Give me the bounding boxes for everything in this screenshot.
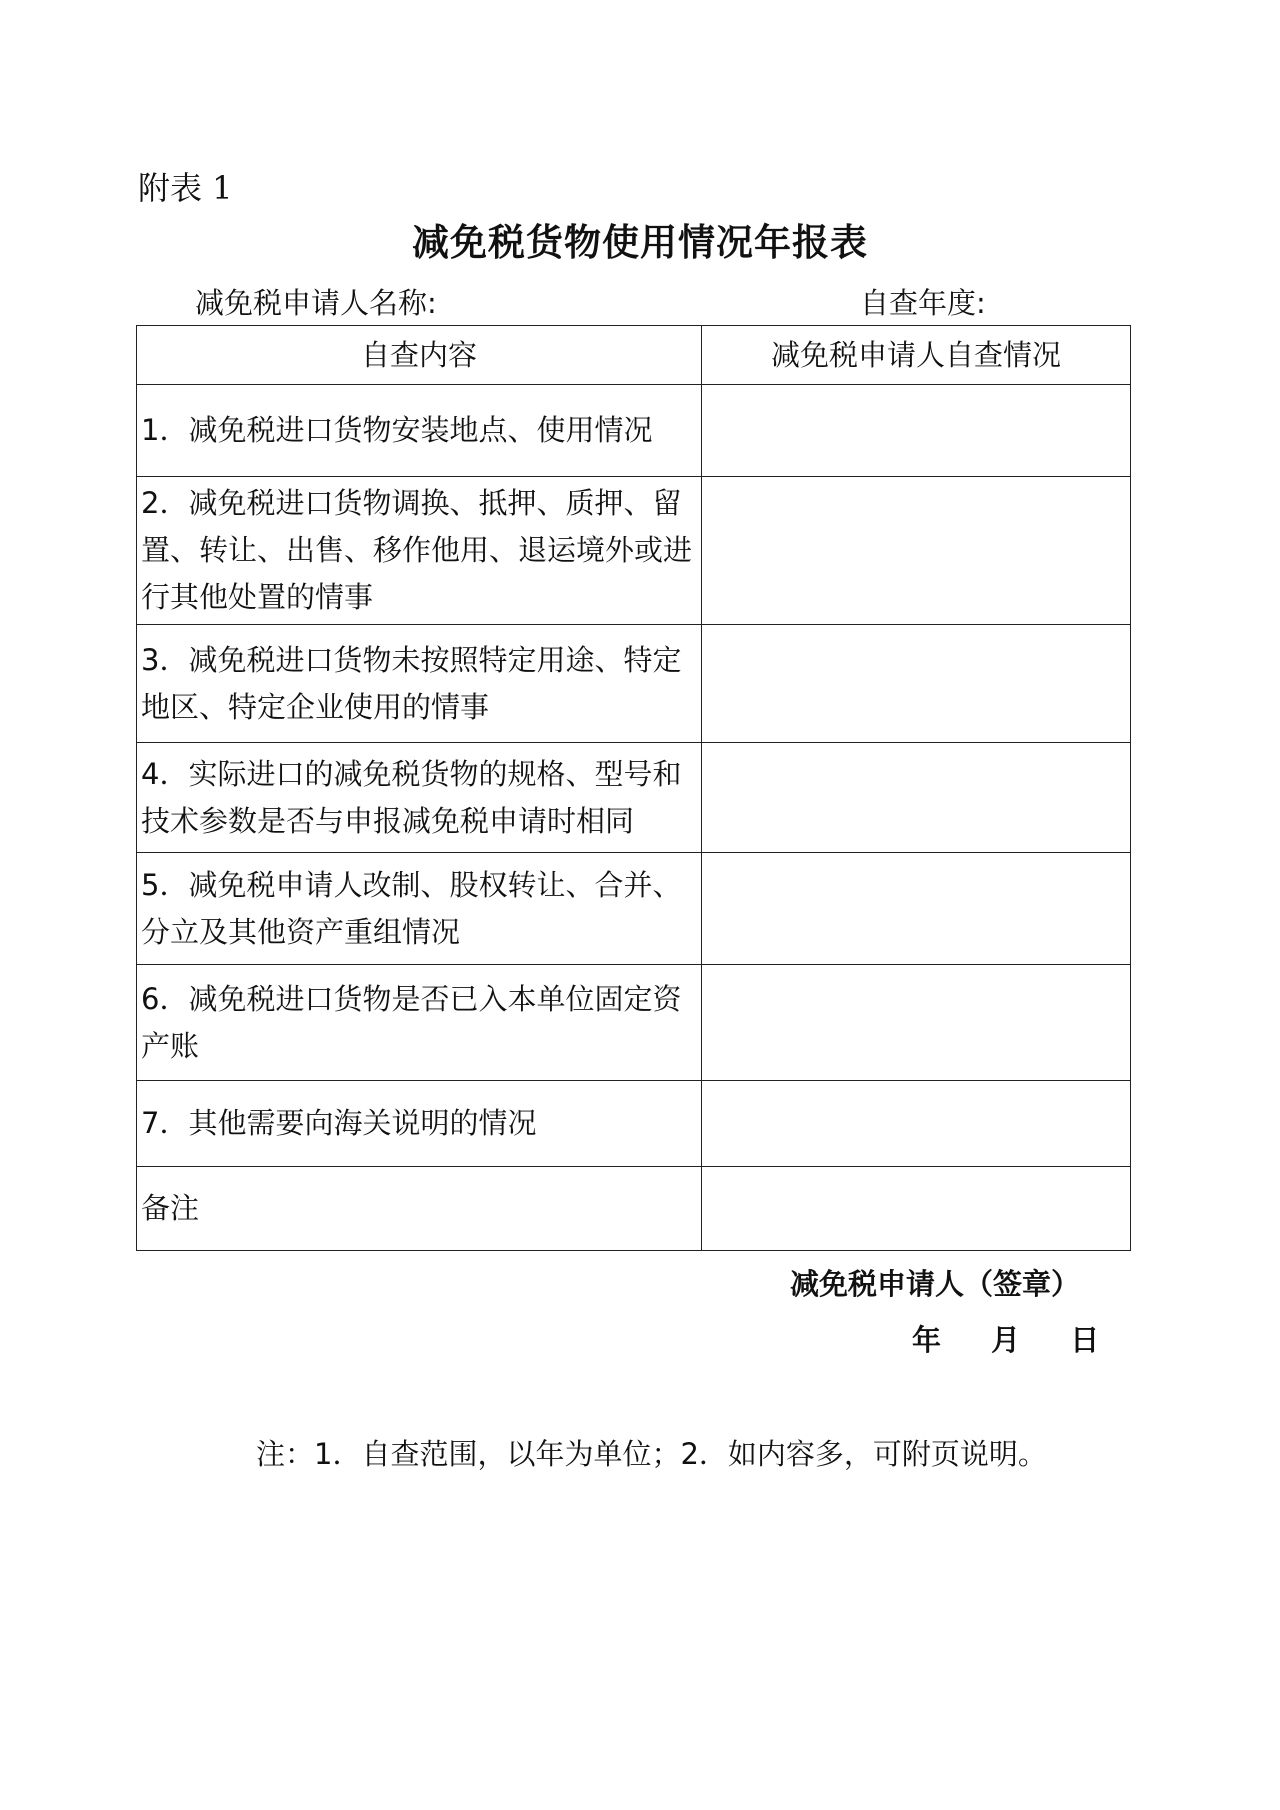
table-row [137, 1081, 1131, 1167]
row-answer-1[interactable] [702, 385, 1131, 477]
annex-label: 附表 1 [138, 169, 233, 207]
table-row [137, 965, 1131, 1081]
row-item-3: 3．减免税进口货物未按照特定用途、特定地区、特定企业使用的情事 [137, 625, 702, 743]
row-item-7: 7．其他需要向海关说明的情况 [137, 1081, 702, 1167]
row-answer-2[interactable] [702, 477, 1131, 625]
applicant-name-label: 减免税申请人名称: [195, 286, 437, 320]
row-item-1: 1．减免税进口货物安装地点、使用情况 [137, 385, 702, 477]
row-answer-5[interactable] [702, 853, 1131, 965]
table-row [137, 625, 1131, 743]
table-row [137, 743, 1131, 853]
row-item-5: 5．减免税申请人改制、股权转让、合并、分立及其他资产重组情况 [137, 853, 702, 965]
table-row [137, 853, 1131, 965]
table-row [137, 1167, 1131, 1251]
date-year: 年 [912, 1323, 942, 1357]
footnote: 注：1．自查范围，以年为单位；2．如内容多，可附页说明。 [256, 1437, 1047, 1471]
form-title: 减免税货物使用情况年报表 [412, 221, 868, 264]
table-header-row [137, 326, 1131, 385]
date-line [912, 1320, 1099, 1360]
date-month: 月 [991, 1323, 1021, 1357]
row-answer-4[interactable] [702, 743, 1131, 853]
header-self-check-result: 减免税申请人自查情况 [702, 326, 1131, 385]
check-year-label: 自查年度: [860, 286, 986, 320]
row-item-2: 2．减免税进口货物调换、抵押、质押、留置、转让、出售、移作他用、退运境外或进行其他处置的情事 [137, 477, 702, 625]
row-answer-3[interactable] [702, 625, 1131, 743]
row-item-6: 6．减免税进口货物是否已入本单位固定资产账 [137, 965, 702, 1081]
row-answer-6[interactable] [702, 965, 1131, 1081]
date-day: 日 [1070, 1323, 1100, 1357]
self-check-table [136, 325, 1131, 1251]
row-remarks-answer[interactable] [702, 1167, 1131, 1251]
table-row [137, 477, 1131, 625]
header-check-content: 自查内容 [137, 326, 702, 385]
signature-label: 减免税申请人（签章） [790, 1267, 1081, 1301]
row-item-4: 4．实际进口的减免税货物的规格、型号和技术参数是否与申报减免税申请时相同 [137, 743, 702, 853]
row-answer-7[interactable] [702, 1081, 1131, 1167]
table-row [137, 385, 1131, 477]
row-remarks: 备注 [137, 1167, 702, 1251]
